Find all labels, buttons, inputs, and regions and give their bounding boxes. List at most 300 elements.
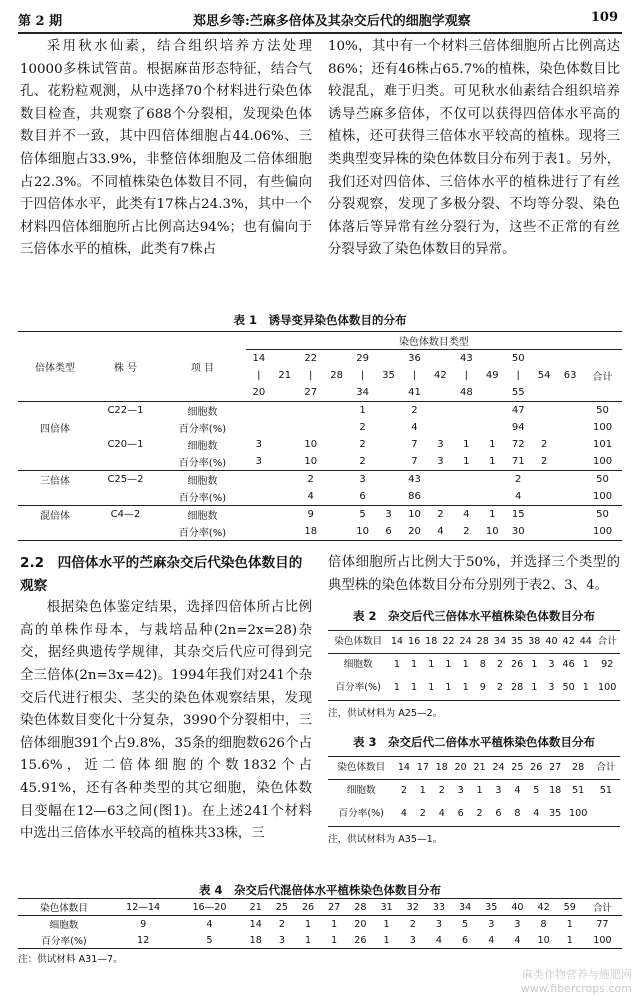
table-cell: 1 (331, 918, 338, 930)
value-cell (427, 402, 453, 420)
table-4-note: 注：供试材料 A31—7。 (18, 954, 123, 965)
table-2 (328, 630, 620, 701)
value-cell: 50 (596, 405, 609, 416)
value-cell (246, 419, 272, 436)
table-cell: 4 (400, 807, 407, 819)
value-cell (479, 402, 505, 420)
value-cell (324, 488, 350, 506)
ploidy-cell: 三倍体 (39, 476, 70, 487)
table-cell: 染色体数目 (334, 635, 383, 647)
table-cell: 1 (411, 681, 418, 693)
value-cell: 50 (596, 474, 609, 485)
ploidy-cell (18, 488, 92, 506)
value-cell (479, 419, 505, 436)
table-cell: 22 (442, 635, 455, 647)
range-label (583, 350, 622, 368)
table-cell: 59 (563, 901, 576, 913)
value-cell: 2 (307, 474, 314, 485)
table-cell: 100 (568, 807, 588, 819)
table-cell: 38 (528, 635, 541, 647)
plant-cell (92, 488, 159, 506)
value-cell: 101 (592, 439, 613, 450)
table-cell: 12 (137, 934, 150, 946)
value-cell: 9 (307, 509, 314, 520)
table-cell: 34 (458, 901, 472, 913)
table-cell: 5 (533, 785, 540, 797)
value-cell: 10 (304, 439, 318, 450)
body-paragraph: 采用秋水仙素，结合组织培养方法处理10000多株试管苗。根据麻苗形态特征，结合气孔、花粉粒观测，从中选择70个材料进行染色体数目检查，共观察了688个分裂相，发现染色体数目并不一致，其中四倍体细胞占44.06%、三倍体细胞占33.9%，非整倍体细胞及二倍体细胞占22.3%。不同植株染色体数目不同，有些偏向于四倍体水平，此类有17株占24.3%，其中一个材料四倍体细胞所占比例高达94%；也有偏向于三倍体水平的植株，此类有7株占 (20, 39, 312, 258)
value-cell (531, 419, 557, 436)
table-cell: 1 (393, 659, 400, 671)
table-cell: 32 (406, 901, 419, 913)
item-cell: 细胞数 (187, 441, 218, 452)
range-label: 48 (453, 384, 479, 402)
table-cell: 25 (275, 901, 288, 913)
value-cell: 43 (408, 474, 421, 485)
table-cell: 42 (537, 901, 550, 913)
table-cell: 合计 (592, 903, 613, 914)
value-cell (557, 419, 583, 436)
table-cell: 35 (511, 635, 524, 647)
value-cell (376, 488, 402, 506)
table-cell: 25 (511, 761, 524, 773)
value-cell (453, 402, 479, 420)
table-cell: 1 (305, 918, 312, 930)
table-cell: 百分率(%) (338, 807, 384, 819)
value-cell: 2 (359, 422, 366, 433)
table-cell: 8 (540, 918, 547, 930)
range-label (479, 350, 505, 368)
table-cell: 1 (462, 681, 469, 693)
value-cell: 10 (485, 526, 499, 537)
value-cell: 2 (515, 474, 522, 485)
table-cell: 17 (416, 761, 429, 773)
value-cell (479, 488, 505, 506)
value-cell: 3 (385, 509, 392, 520)
table-row (18, 453, 622, 471)
table-cell: 1 (305, 934, 312, 946)
value-cell: 10 (304, 456, 318, 467)
value-cell (272, 419, 298, 436)
table-4-title: 表 4 杂交后代混倍体水平植株染色体数目分布 (198, 883, 441, 897)
value-cell: 1 (489, 456, 496, 467)
value-cell: 7 (411, 439, 418, 450)
range-label: 21 (278, 370, 292, 381)
table-cell: 9 (479, 681, 486, 693)
table-cell: 4 (206, 918, 213, 930)
table-cell: 染色体数目 (40, 903, 88, 914)
value-cell: 6 (385, 526, 392, 537)
table-cell (592, 803, 620, 826)
table-cell: 24 (492, 761, 505, 773)
range-label (272, 350, 298, 368)
value-cell (557, 506, 583, 524)
table-cell: 46 (562, 659, 575, 671)
table-cell: 4 (435, 934, 442, 946)
table-cell: 26 (511, 659, 524, 671)
range-label (479, 384, 505, 402)
range-label (427, 350, 453, 368)
value-cell: 4 (515, 491, 522, 502)
table-cell: 14 (249, 918, 262, 930)
table-cell: 27 (328, 901, 341, 913)
table-cell: 2 (278, 918, 285, 930)
plant-cell (92, 419, 159, 436)
table-cell: 26 (530, 761, 543, 773)
value-cell: 100 (592, 422, 613, 433)
value-cell (376, 471, 402, 489)
table-cell: 18 (249, 934, 262, 946)
table-cell: 1 (476, 785, 483, 797)
value-cell: 71 (511, 456, 525, 467)
range-label: 35 (382, 370, 395, 381)
value-cell: 2 (411, 405, 418, 416)
col-ploidy: 倍体类型 (18, 332, 92, 402)
value-cell (298, 419, 324, 436)
value-cell (557, 436, 583, 453)
table-cell: 3 (548, 681, 555, 693)
table-cell: 21 (473, 761, 486, 773)
table-row (328, 756, 620, 780)
range-label (531, 384, 557, 402)
section-heading: 2.2 四倍体水平的苎麻杂交后代染色体数目的观察 (20, 555, 303, 594)
value-cell: 100 (592, 456, 613, 467)
table-cell: 40 (511, 901, 524, 913)
issue-number: 第 2 期 (18, 14, 63, 29)
table-cell: 1 (419, 785, 426, 797)
value-cell: 2 (437, 509, 444, 520)
value-cell (453, 419, 479, 436)
plant-cell (92, 523, 159, 541)
table-cell: 2 (400, 785, 407, 797)
value-cell (376, 436, 402, 453)
table-cell: 2 (438, 785, 445, 797)
table-cell: 1 (445, 659, 452, 671)
value-cell: 3 (359, 474, 366, 485)
value-cell (531, 506, 557, 524)
table-cell: 3 (409, 934, 416, 946)
value-cell: 10 (408, 509, 421, 520)
table-cell: 100 (598, 681, 617, 693)
value-cell: 18 (304, 526, 318, 537)
value-cell: 72 (511, 439, 525, 450)
table-cell: 合计 (597, 635, 617, 647)
value-cell: 5 (359, 509, 366, 520)
range-label: | (516, 370, 520, 381)
table-cell: 26 (354, 934, 367, 946)
range-label: 50 (511, 353, 525, 364)
value-cell: 4 (307, 491, 314, 502)
value-cell (557, 488, 583, 506)
table-cell: 18 (549, 785, 562, 797)
table-cell: 1 (531, 659, 538, 671)
table-4-block (18, 882, 622, 971)
range-label: 14 (252, 353, 266, 364)
table-1 (18, 312, 622, 541)
table-cell: 2 (476, 807, 483, 819)
left-column (20, 36, 312, 262)
value-cell: 1 (359, 405, 366, 416)
table-4 (18, 898, 622, 949)
table-cell: 28 (476, 635, 489, 647)
value-cell: 1 (489, 439, 496, 450)
table-row (18, 402, 622, 420)
range-label: | (360, 370, 365, 381)
table-cell: 14 (397, 761, 411, 773)
watermark-line: www.fibercrops.com (520, 982, 632, 995)
table-row (18, 419, 622, 436)
value-cell (376, 419, 402, 436)
table-cell: 1 (383, 934, 390, 946)
table-cell: 4 (488, 934, 495, 946)
value-cell: 3 (255, 456, 263, 467)
ploidy-cell: 混倍体 (39, 511, 70, 522)
value-cell (272, 436, 298, 453)
table-3 (328, 756, 620, 827)
table-cell: 染色体数目 (337, 761, 386, 773)
table-cell: 51 (572, 785, 585, 797)
item-cell: 百分率(%) (178, 424, 227, 435)
table-cell: 40 (545, 635, 558, 647)
body-paragraph: 根据染色体鉴定结果，选择四倍体所占比例高的单株作母本，与栽培品种(2n=2x=28)杂交，据经典遗传学规律，其杂交后代应可得到完全三倍体(2n=3x=42)。1994年我们对241个杂交后代进行根尖、茎尖的染色体观察结果，发现染色体数目变化十分复杂，3990个分裂相中，三倍体细胞391个占9.8%，35条的细胞数626个占15.6%，近二倍体细胞的个数1832个占45.91%，还有各种类型的其它细胞，染色体数目变幅在12—63之间(图1)。在上述241个材料中选出三倍体水平较高的植株共33株，三 (20, 600, 312, 842)
ploidy-cell (18, 453, 92, 471)
value-cell: 4 (437, 526, 444, 537)
table-cell: 92 (601, 659, 614, 671)
value-cell: 20 (408, 526, 421, 537)
table-cell: 2 (409, 918, 416, 930)
table-cell: 16—20 (192, 901, 227, 913)
table-cell: 24 (459, 635, 472, 647)
table-cell: 3 (435, 918, 442, 930)
value-cell (453, 488, 479, 506)
range-label (376, 350, 402, 368)
value-cell (531, 488, 557, 506)
table-row (18, 523, 622, 541)
range-label (376, 384, 402, 402)
table-cell: 3 (495, 785, 502, 797)
value-cell (272, 453, 298, 471)
range-label (557, 350, 583, 368)
value-cell (324, 436, 350, 453)
table-cell: 1 (428, 681, 435, 693)
range-label: | (257, 370, 261, 381)
table-cell: 1 (411, 659, 418, 671)
range-label (531, 350, 557, 368)
value-cell: 86 (408, 491, 421, 502)
table-row (328, 803, 620, 826)
value-cell: 100 (592, 491, 613, 502)
table-cell: 1 (582, 659, 589, 671)
running-title: 郑思乡等:苎麻多倍体及其杂交后代的细胞学观察 (193, 14, 471, 29)
table-cell: 6 (462, 934, 469, 946)
value-cell: 2 (359, 439, 366, 450)
value-cell: 30 (511, 526, 525, 537)
plant-cell: C22—1 (107, 405, 144, 416)
range-label: 22 (304, 353, 318, 364)
range-label: | (412, 370, 417, 381)
table-row (328, 677, 620, 700)
table-3-note: 注，供试材料为 A35—1。 (328, 833, 443, 845)
table-row (18, 488, 622, 506)
table-cell: 3 (548, 659, 555, 671)
right-column (328, 36, 620, 262)
table-cell: 16 (407, 635, 421, 647)
table-cell: 18 (425, 635, 438, 647)
table-cell: 1 (428, 659, 435, 671)
value-cell (531, 402, 557, 420)
table-cell: 1 (393, 681, 400, 693)
value-cell (376, 453, 402, 471)
item-cell: 细胞数 (187, 476, 218, 487)
section-2-2 (20, 552, 312, 846)
table-cell: 28 (354, 901, 367, 913)
value-cell: 4 (411, 422, 418, 433)
watermark (521, 968, 632, 996)
value-cell (427, 471, 453, 489)
table-cell: 10 (537, 934, 550, 946)
table-cell: 2 (496, 659, 504, 671)
table-cell: 3 (457, 785, 464, 797)
table-cell: 1 (566, 934, 573, 946)
table-cell: 2 (496, 681, 504, 693)
table-cell: 27 (549, 761, 562, 773)
value-cell (272, 488, 298, 506)
table-1-title: 表 1 诱导变异染色体数目的分布 (233, 313, 407, 327)
value-cell: 3 (437, 456, 444, 467)
range-label (583, 384, 622, 402)
item-cell: 百分率(%) (178, 493, 227, 504)
value-cell: 10 (356, 526, 369, 537)
table-cell: 28 (572, 761, 585, 773)
table-row (18, 916, 622, 933)
table-cell: 1 (445, 681, 452, 693)
table-cell: 34 (493, 635, 507, 647)
table-cell: 4 (533, 807, 540, 819)
table-cell: 1 (331, 934, 338, 946)
value-cell: 15 (511, 509, 525, 520)
value-cell (376, 402, 402, 420)
value-cell (324, 523, 350, 541)
table-row (18, 506, 622, 524)
range-label: | (464, 370, 469, 381)
ploidy-cell: 四倍体 (39, 424, 70, 435)
range-label (272, 384, 298, 402)
value-cell (557, 471, 583, 489)
table-cell: 合计 (596, 761, 616, 773)
col-group-label: 染色体数目类型 (246, 332, 622, 350)
table-cell: 百分率(%) (335, 681, 381, 693)
table-cell: 1 (462, 659, 469, 671)
value-cell: 2 (463, 526, 470, 537)
range-label: 54 (537, 370, 551, 381)
table-cell: 50 (562, 681, 575, 693)
value-cell (272, 523, 298, 541)
value-cell (298, 402, 324, 420)
table-cell: 6 (457, 807, 464, 819)
value-cell (531, 523, 557, 541)
value-cell: 2 (540, 456, 548, 467)
table-2-note: 注，供试材料为 A25—2。 (328, 707, 443, 719)
table-cell: 8 (514, 807, 521, 819)
table-cell: 35 (485, 901, 498, 913)
table-cell: 42 (562, 635, 575, 647)
range-label: 42 (434, 370, 447, 381)
value-cell (324, 471, 350, 489)
body-paragraph: 倍体细胞所占比例大于50%，并选择三个类型的典型株的染色体数目分布分别列于表2、3、4。 (328, 555, 620, 593)
table-cell: 20 (354, 918, 367, 930)
value-cell (272, 402, 298, 420)
table-cell: 1 (566, 918, 573, 930)
value-cell: 2 (540, 439, 548, 450)
value-cell: 3 (437, 439, 444, 450)
value-cell (324, 453, 350, 471)
range-label: 41 (402, 384, 428, 402)
table-cell: 20 (454, 761, 467, 773)
table-cell: 9 (140, 918, 147, 930)
right-column-lower (328, 552, 620, 857)
table-cell: 77 (596, 918, 609, 930)
table-cell: 1 (383, 918, 390, 930)
table-row (18, 436, 622, 453)
table-cell: 21 (249, 901, 262, 913)
table-cell: 3 (514, 918, 521, 930)
table-cell: 44 (579, 635, 592, 647)
table-cell: 8 (479, 659, 486, 671)
table-cell: 4 (514, 785, 521, 797)
range-label: 34 (350, 384, 376, 402)
table-cell: 5 (462, 918, 469, 930)
item-cell: 细胞数 (187, 407, 218, 418)
range-label: 29 (356, 353, 369, 364)
body-paragraph: 10%，其中有一个材料三倍体细胞所占比例高达86%；还有46株占65.7%的植株，染色体数目比较混乱，难于归类。可见秋水仙素结合组织培养诱导苎麻多倍体，不仅可以获得四倍体水平高的植株，还可获得三倍体水平较高的植株。现将三类典型变异株的染色体数目分布列于表1。另外，我们还对四倍体、三倍体水平的植株进行了有丝分裂观察，发现了多极分裂、不均等分裂、染色体落后等异常有丝分裂行为，这些不正常的有丝分裂导致了染色体数目的异常。 (328, 39, 620, 258)
table-row (328, 630, 620, 654)
value-cell (427, 419, 453, 436)
table-cell: 33 (432, 901, 446, 913)
range-label: 55 (505, 384, 531, 402)
watermark-line: 麻类作物营养与施肥网 (522, 968, 632, 981)
table-cell: 14 (390, 635, 404, 647)
table-cell: 1 (531, 681, 538, 693)
table-cell: 2 (419, 807, 426, 819)
value-cell: 3 (255, 439, 263, 450)
value-cell: 4 (463, 509, 470, 520)
value-cell: 1 (489, 509, 496, 520)
page-header (18, 10, 622, 34)
value-cell (557, 523, 583, 541)
table-cell: 18 (435, 761, 448, 773)
value-cell: 6 (359, 491, 366, 502)
ploidy-cell (18, 402, 92, 420)
value-cell (246, 402, 272, 420)
range-label: 36 (408, 353, 421, 364)
range-label (324, 384, 350, 402)
value-cell: 47 (511, 405, 525, 416)
item-cell: 百分率(%) (178, 458, 227, 469)
table-cell: 细胞数 (343, 659, 373, 671)
table-cell: 4 (514, 934, 521, 946)
value-cell: 1 (463, 456, 470, 467)
table-cell: 100 (593, 934, 612, 946)
table-cell: 28 (511, 681, 524, 693)
table-cell: 31 (380, 901, 393, 913)
value-cell (246, 523, 272, 541)
table-cell: 35 (549, 807, 562, 819)
value-cell: 50 (596, 509, 609, 520)
table-row (328, 654, 620, 677)
range-label: 合计 (592, 372, 613, 383)
value-cell (557, 453, 583, 471)
value-cell (246, 488, 272, 506)
